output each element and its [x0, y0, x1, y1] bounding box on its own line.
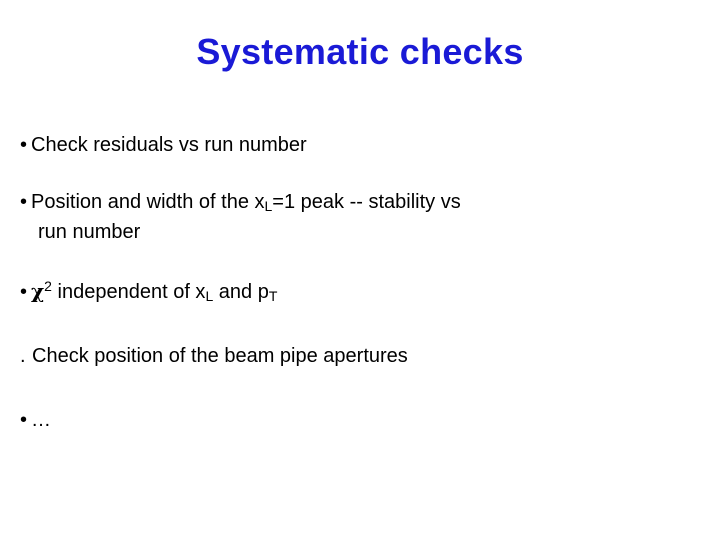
bullet-beam-pipe-apertures [20, 342, 408, 370]
bullet-position-width [20, 188, 461, 216]
ellipsis-text: … [31, 409, 52, 431]
bullet-text-mid: and p [213, 281, 269, 303]
bullet-text-pre: independent of x [51, 281, 206, 303]
chi-symbol: χ [31, 279, 45, 303]
subscript-l: L [205, 288, 214, 304]
bullet-text: Check position of the beam pipe apertures [32, 345, 408, 367]
bullet-icon: • [20, 191, 28, 213]
bullet-icon: • [20, 281, 28, 303]
bullet-text-post: =1 peak -- stability vs [272, 191, 461, 213]
subscript-t: T [268, 288, 278, 304]
bullet-position-width-continuation: run number [38, 221, 141, 243]
bullet-chi2-independent [20, 277, 277, 306]
bullet-dot-icon: . [20, 345, 26, 367]
bullet-text: Check residuals vs run number [31, 134, 307, 156]
bullet-text-pre: Position and width of the x [31, 191, 265, 213]
superscript-2: 2 [44, 278, 52, 294]
slide-title: Systematic checks [196, 31, 524, 72]
bullet-icon: • [20, 134, 28, 156]
bullet-icon: • [20, 409, 28, 431]
bullet-ellipsis [20, 406, 51, 434]
subscript-l: L [264, 198, 273, 214]
bullet-check-residuals [20, 131, 307, 159]
